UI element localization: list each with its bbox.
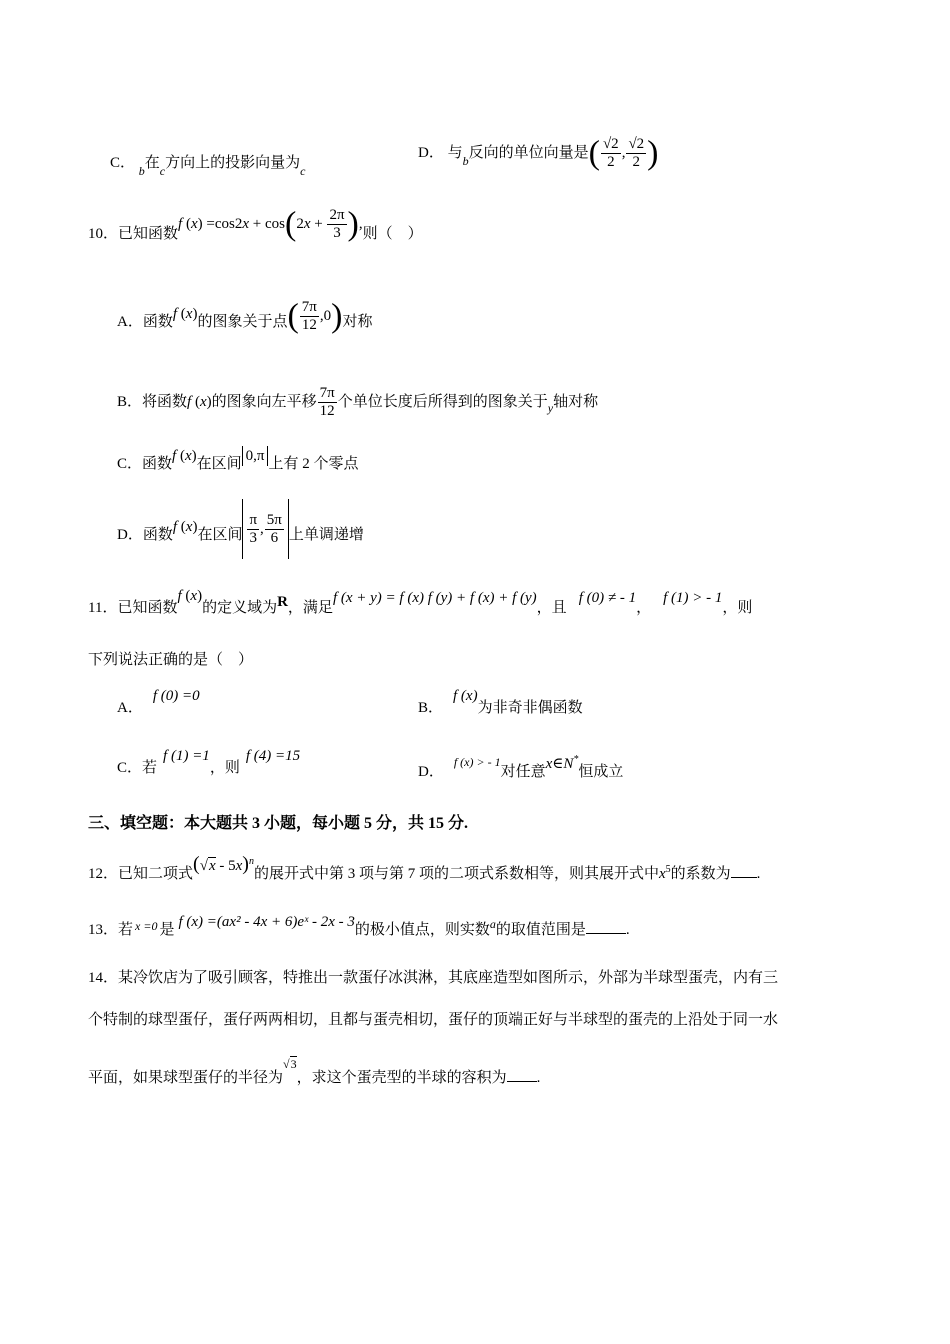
option-label: C．	[117, 456, 143, 472]
formula: f (0) =0	[152, 688, 200, 704]
formula: x∈N*	[545, 754, 579, 772]
answer-blank[interactable]	[731, 877, 757, 878]
q10-option-b	[117, 378, 598, 426]
question-text: 下列说法正确的是（ ）	[88, 652, 254, 668]
question-text: 已知函数	[118, 226, 179, 242]
formula: f (x) > - 1	[453, 755, 501, 769]
option-label: B．	[418, 700, 444, 716]
question-text: 则（ ）	[362, 226, 423, 242]
interval: $\frac{\pi}{3}$ , $\frac{5\pi}{6}$	[242, 499, 288, 559]
option-label: D．	[117, 527, 143, 543]
question-text: ，	[636, 600, 652, 616]
option-text: 轴对称	[553, 394, 599, 410]
option-text: 将函数	[142, 394, 188, 410]
option-label: C．	[110, 155, 136, 171]
option-text: 个单位长度后所得到的图象关于	[337, 394, 548, 410]
var-c: c	[159, 164, 166, 178]
q11-option-c	[117, 748, 301, 778]
option-text: 为非奇非偶函数	[477, 700, 583, 716]
option-text: 的图象关于点	[197, 314, 288, 330]
var-a: a	[489, 917, 496, 931]
option-text: 与	[447, 145, 463, 161]
q9-option-c	[110, 153, 306, 178]
var-c: c	[300, 164, 306, 178]
question-text: ，且	[536, 600, 567, 616]
q11-option-b	[418, 688, 583, 718]
q11-stem-line1	[88, 588, 753, 618]
question-text: 的定义域为	[202, 600, 278, 616]
option-label: D．	[418, 764, 444, 780]
option-text: 上单调递增	[288, 527, 364, 543]
fraction: $\frac{√2}{2}$	[628, 136, 645, 171]
question-text: 的取值范围是	[495, 922, 586, 938]
q11-option-a	[117, 688, 200, 718]
var-y: y	[547, 401, 554, 415]
q14-line1	[88, 968, 778, 988]
option-text: 方向上的投影向量为	[165, 155, 301, 171]
interval: 0,π	[242, 446, 269, 466]
fraction: $\frac{7\pi}{12}$	[319, 385, 335, 420]
section-heading	[88, 814, 468, 834]
question-text: 个特制的球型蛋仔，蛋仔两两相切，且都与蛋壳相切，蛋仔的顶端正好与半球型的蛋壳的上沿处于同一水	[88, 1012, 779, 1028]
question-text: ，求这个蛋壳型的半球的容积为	[296, 1070, 507, 1086]
option-text: 反向的单位向量是	[468, 145, 589, 161]
option-text: 在	[144, 155, 160, 171]
option-text: 若	[142, 760, 158, 776]
option-text: 函数	[142, 527, 173, 543]
question-number: 13．	[88, 922, 119, 938]
question-text: 已知函数	[117, 600, 178, 616]
option-label: C．	[117, 760, 143, 776]
question-number: 12．	[88, 866, 119, 882]
option-text: 函数	[142, 456, 173, 472]
option-label: D．	[418, 145, 444, 161]
x5-term: $x^5$	[658, 864, 671, 882]
condition: f (1) > - 1	[663, 590, 723, 606]
binomial: (√x - 5x)$^n$	[193, 853, 254, 875]
question-text: 平面，如果球型蛋仔的半径为	[88, 1070, 284, 1086]
q10-option-d	[117, 505, 364, 565]
fraction: $\frac{√2}{2}$	[602, 136, 619, 171]
question-number: 10．	[88, 226, 119, 242]
question-text: ，则	[722, 600, 753, 616]
q10-option-c	[117, 440, 358, 488]
option-label: A．	[117, 700, 143, 716]
option-text: 恒成立	[578, 764, 624, 780]
formula: f (x)	[172, 306, 198, 322]
option-text: ，则	[209, 760, 240, 776]
formula: f (x)	[177, 588, 203, 604]
formula: f (1) =1	[163, 748, 210, 764]
section-title: 三、填空题：本大题共 3 小题，每小题 5 分，共 15 分.	[88, 815, 469, 832]
functional-equation: f (x + y) = f (x) f (y) + f (x) + f (y)	[332, 590, 537, 606]
condition: x =0	[135, 919, 158, 933]
option-text: 的图象向左平移	[211, 394, 317, 410]
q11-stem-line2	[88, 650, 253, 670]
q10-stem	[88, 205, 423, 258]
right-paren: )	[647, 134, 659, 172]
question-text: 的展开式中第 3 项与第 7 项的二项式系数相等，则其展开式中	[253, 866, 659, 882]
point: ( $\frac{7\pi}{12}$ ,0)	[287, 297, 343, 335]
q12: 12．已知二项式(√x - 5x)$^n$的展开式中第 3 项与第 7 项的二项式系数相等，则其展开式中$x^5$的系数为 .	[88, 853, 761, 882]
option-text: 在区间	[197, 527, 243, 543]
q13: 13．若 $^{x =0}$ 是 f (x) =(ax² - 4x + 6)eˣ - 2x - 3的极小值点，则实数$^a$的取值范围是 .	[88, 914, 630, 938]
option-text: 对任意	[500, 764, 546, 780]
option-text: 对称	[342, 314, 373, 330]
q14-line2	[88, 1010, 778, 1030]
answer-blank[interactable]	[507, 1081, 537, 1082]
formula: f (4) =15	[245, 748, 301, 764]
question-text: 14．某冷饮店为了吸引顾客，特推出一款蛋仔冰淇淋，其底座造型如图所示，外部为半球型蛋壳，内有三	[88, 970, 779, 986]
q11-option-d	[418, 754, 624, 782]
question-text: 是	[159, 922, 175, 938]
var-b: b	[138, 164, 145, 178]
var-b: b	[462, 154, 469, 168]
formula: f (x)	[453, 688, 478, 704]
condition: f (0) ≠ - 1	[578, 590, 637, 606]
answer-blank[interactable]	[586, 933, 626, 934]
question-number: 11．	[88, 600, 118, 616]
sqrt-radius: √3	[283, 1057, 297, 1071]
option-label: B．	[117, 394, 143, 410]
q9-option-d: D． 与$_b$反向的单位向量是( $\frac{√2}{2}$ , $\frac{√2}{2}$ )	[418, 134, 659, 172]
real-set: R	[277, 594, 288, 610]
formula: f (x)	[172, 448, 197, 464]
formula: f (x) =cos2x + cos(2x + $\frac{2\pi}{3}$ ),	[178, 205, 363, 243]
q10-option-a	[117, 298, 372, 346]
question-text: 若	[118, 922, 134, 938]
option-text: 函数	[142, 314, 173, 330]
option-label: A．	[117, 314, 143, 330]
question-text: 的极小值点，则实数	[354, 922, 490, 938]
formula: f (x)	[172, 519, 198, 535]
formula: f (x) =(ax² - 4x + 6)eˣ - 2x - 3	[178, 914, 355, 930]
question-text: 的系数为	[670, 866, 731, 882]
option-text: 在区间	[196, 456, 242, 472]
formula: f (x)	[187, 394, 212, 410]
question-text: ，满足	[287, 600, 333, 616]
left-paren: (	[588, 134, 600, 172]
q14-line3: 平面，如果球型蛋仔的半径为$^{√3}$，求这个蛋壳型的半球的容积为 .	[88, 1057, 541, 1086]
question-text: 已知二项式	[118, 866, 194, 882]
option-text: 上有 2 个零点	[268, 456, 359, 472]
